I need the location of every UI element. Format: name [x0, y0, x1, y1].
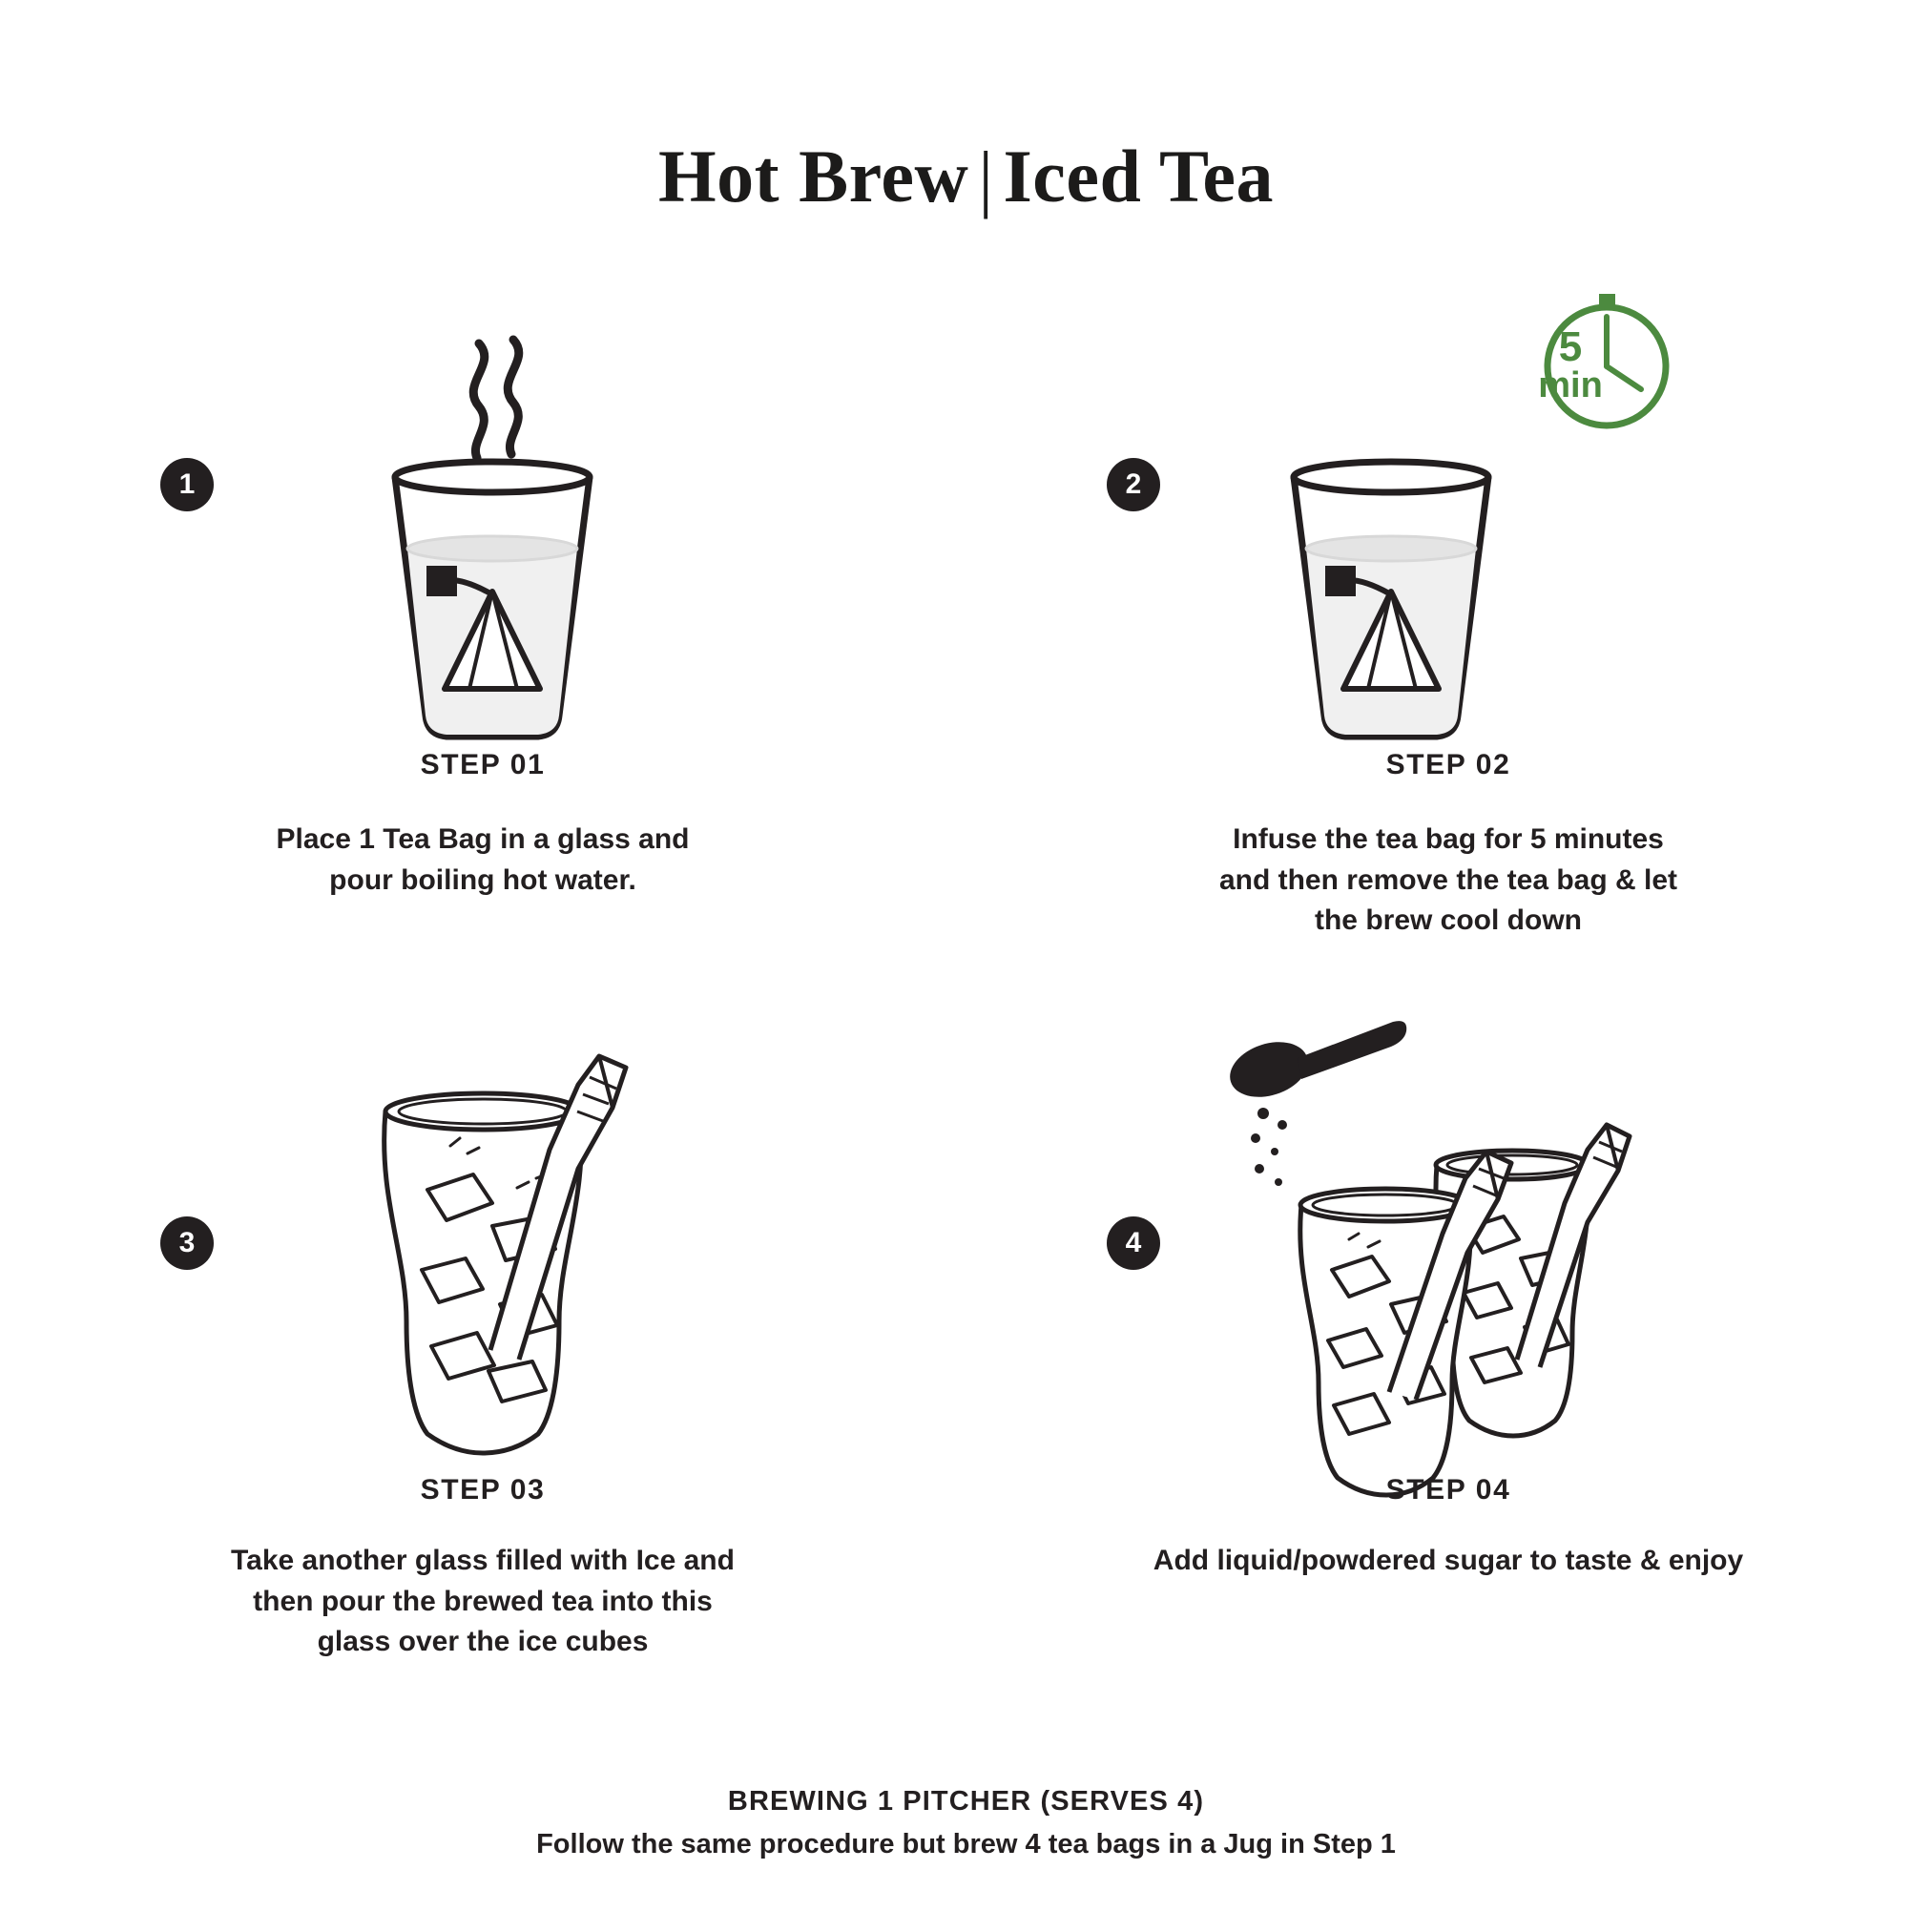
- step-number-2: 2: [1125, 468, 1142, 500]
- steps-row-2: [0, 1035, 1932, 1658]
- step-illustration-4: [966, 1007, 1931, 1503]
- timer-icon: [1538, 294, 1666, 426]
- steps-grid: [0, 258, 1932, 1658]
- title-right: Iced Tea: [1003, 135, 1275, 218]
- footer: [0, 1786, 1932, 1860]
- step-caption-4: [966, 1474, 1931, 1582]
- step-text-1: Place 1 Tea Bag in a glass and pour boiling hot water.: [276, 823, 690, 896]
- step-label-2: STEP 02: [1385, 749, 1511, 780]
- steps-row-1: [0, 258, 1932, 983]
- step-card-3: [0, 1035, 966, 1658]
- step-label-1: STEP 01: [420, 749, 546, 780]
- step-number-1: 1: [178, 468, 196, 500]
- step-number-4: 4: [1125, 1227, 1142, 1258]
- step-card-2: [966, 258, 1931, 983]
- step-card-1: [0, 258, 966, 983]
- title-left: Hot Brew: [657, 135, 969, 218]
- footer-subtitle: Follow the same procedure but brew 4 tea bags in a Jug in Step 1: [536, 1829, 1396, 1859]
- page-title: [0, 134, 1932, 219]
- step-caption-3: [0, 1474, 966, 1663]
- step-label-3: STEP 03: [420, 1474, 546, 1506]
- step-illustration-3: [0, 1035, 966, 1484]
- step-label-4: STEP 04: [1385, 1474, 1511, 1506]
- timer-value: 5: [1558, 323, 1583, 370]
- step-text-4: Add liquid/powdered sugar to taste & enjoy: [1153, 1545, 1744, 1576]
- steam-icon: [473, 340, 519, 458]
- sugar-grains-icon: [1251, 1108, 1287, 1186]
- timer-unit: min: [1538, 365, 1603, 405]
- step-number-3: 3: [178, 1227, 196, 1258]
- step-illustration-1: [0, 277, 966, 754]
- footer-title: BREWING 1 PITCHER (SERVES 4): [727, 1786, 1205, 1817]
- title-divider: |: [978, 136, 994, 219]
- step-text-2: Infuse the tea bag for 5 minutes and then remove the tea bag & let the brew cool down: [1218, 823, 1678, 937]
- step-text-3: Take another glass filled with Ice and then pour the brewed tea into this glass over the ice cubes: [231, 1545, 735, 1658]
- step-illustration-2: [966, 277, 1931, 754]
- step-caption-2: [966, 749, 1931, 942]
- step-card-4: [966, 1035, 1931, 1646]
- spoon-icon: [1223, 1021, 1407, 1107]
- step-caption-1: [0, 749, 966, 901]
